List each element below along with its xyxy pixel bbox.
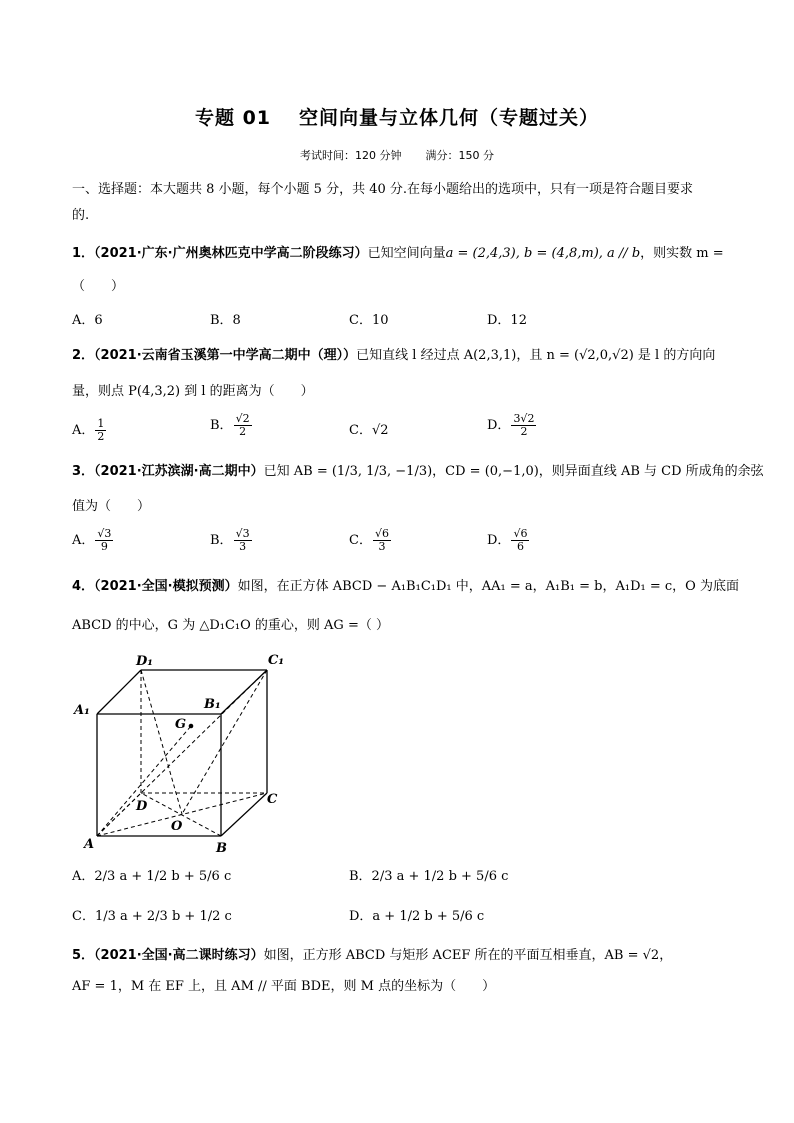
q1-option-b[interactable]: B．8 [210,313,241,328]
label-d1: D₁ [136,654,153,669]
question-5-text: 如图，正方形 ABCD 与矩形 ACEF 所在的平面互相垂直，AB = √2， [263,948,673,963]
section-instructions: 一、选择题：本大题共 8 小题，每个小题 5 分，共 40 分.在每小题给出的选项中，只有一项是符合题目要求 [72,182,694,197]
q2-option-a-label: A． [72,423,95,438]
q4-option-d[interactable]: D．a + 1/2 b + 5/6 c [349,909,485,924]
question-1-paren: （ ） [72,279,125,294]
exam-info [0,147,794,163]
q3-option-b-label: B． [210,533,233,548]
segment-c1-o [182,670,267,814]
question-3 [72,463,764,481]
page-title [0,103,794,130]
q3-option-d-label: D． [487,533,511,548]
question-3-text-cont: 值为（ ） [72,499,151,514]
label-o: O [171,819,183,834]
q2-option-a-value: $\frac{1}{2}$ [97,417,105,443]
q3-option-d[interactable] [487,528,530,553]
section-instructions-cont: 的. [72,208,90,223]
q4-option-a[interactable]: A．2/3 a + 1/2 b + 5/6 c [72,869,232,884]
question-3-text: 已知 AB = (1/3, 1/3, −1/3)，CD = (0,−1,0)，则异面直线 AB 与 CD 所成角的余弦 [263,464,764,479]
q2-option-d-value: $\frac{3√2}{2}$ [513,412,535,438]
q3-option-a-label: A． [72,533,95,548]
q3-option-c-label: C． [349,533,372,548]
label-a: A [84,837,95,852]
edge-b-c [221,793,267,836]
question-1 [72,245,724,263]
q3-option-c-value: $\frac{√6}{3}$ [374,527,389,553]
question-1-text: 已知空间向量 [367,246,446,261]
q4-option-c[interactable]: C．1/3 a + 2/3 b + 1/2 c [72,909,232,924]
title-topic-number: 专题 01 [194,107,272,129]
question-2-source: 2．（2021·云南省玉溪第一中学高二期中（理）） [72,348,357,363]
question-1-expr: a = (2,4,3), b = (4,8,m), a // b [445,246,641,261]
question-5-source: 5．（2021·全国·高二课时练习） [72,948,264,963]
q4-option-b[interactable]: B．2/3 a + 1/2 b + 5/6 c [349,869,509,884]
question-1-tail: ，则实数 m = [640,246,724,261]
q2-option-d[interactable] [487,413,537,438]
question-4-source: 4．（2021·全国·模拟预测） [72,579,238,594]
q2-option-b[interactable] [210,413,253,438]
label-g: G [175,717,187,732]
question-4-text-cont: ABCD 的中心，G 为 △D₁C₁O 的重心，则 AG =（ ） [72,618,389,633]
q3-option-d-value: $\frac{√6}{6}$ [513,527,528,553]
exam-score: 满分：150 分 [425,149,494,162]
edge-a1-d1 [97,670,141,714]
question-2 [72,347,715,365]
q2-option-c[interactable]: C．√2 [349,423,389,438]
q3-option-a[interactable] [72,528,114,553]
exam-time: 考试时间：120 分钟 [300,149,402,162]
q2-option-a[interactable] [72,418,107,443]
q3-option-a-value: $\frac{√3}{9}$ [97,527,112,553]
q3-option-c[interactable] [349,528,392,553]
label-c1: C₁ [268,653,285,668]
question-4-text: 如图，在正方体 ABCD − A₁B₁C₁D₁ 中，AA₁ = a，A₁B₁ = b，A₁D₁ = c，O 为底面 [237,579,739,594]
question-4 [72,578,739,596]
q3-option-b-value: $\frac{√3}{3}$ [235,527,250,553]
q1-option-c[interactable]: C．10 [349,313,389,328]
segment-d1-o [141,670,182,814]
question-2-text-cont: 量，则点 P(4,3,2) 到 l 的距离为（ ） [72,384,314,399]
label-c: C [267,792,278,807]
q1-option-d[interactable]: D．12 [487,313,527,328]
label-d: D [136,799,148,814]
q2-option-b-label: B． [210,418,233,433]
question-1-source: 1．（2021·广东·广州奥林匹克中学高二阶段练习） [72,246,368,261]
q2-option-d-label: D． [487,418,511,433]
question-5 [72,947,672,965]
q3-option-b[interactable] [210,528,253,553]
title-topic-name: 空间向量与立体几何（专题过关） [299,107,600,129]
cube-figure [70,648,300,858]
label-b1: B₁ [204,697,221,712]
question-5-text-cont: AF = 1，M 在 EF 上，且 AM // 平面 BDE，则 M 点的坐标为（ ） [72,979,496,994]
label-a1: A₁ [74,703,90,718]
q2-option-b-value: $\frac{√2}{2}$ [235,412,250,438]
q1-option-a[interactable]: A．6 [72,313,103,328]
label-b: B [216,841,227,856]
question-2-text: 已知直线 l 经过点 A(2,3,1)，且 n = (√2,0,√2) 是 l 的方向向 [356,348,716,363]
point-g [189,724,194,729]
question-3-source: 3．（2021·江苏滨湖·高二期中） [72,464,264,479]
